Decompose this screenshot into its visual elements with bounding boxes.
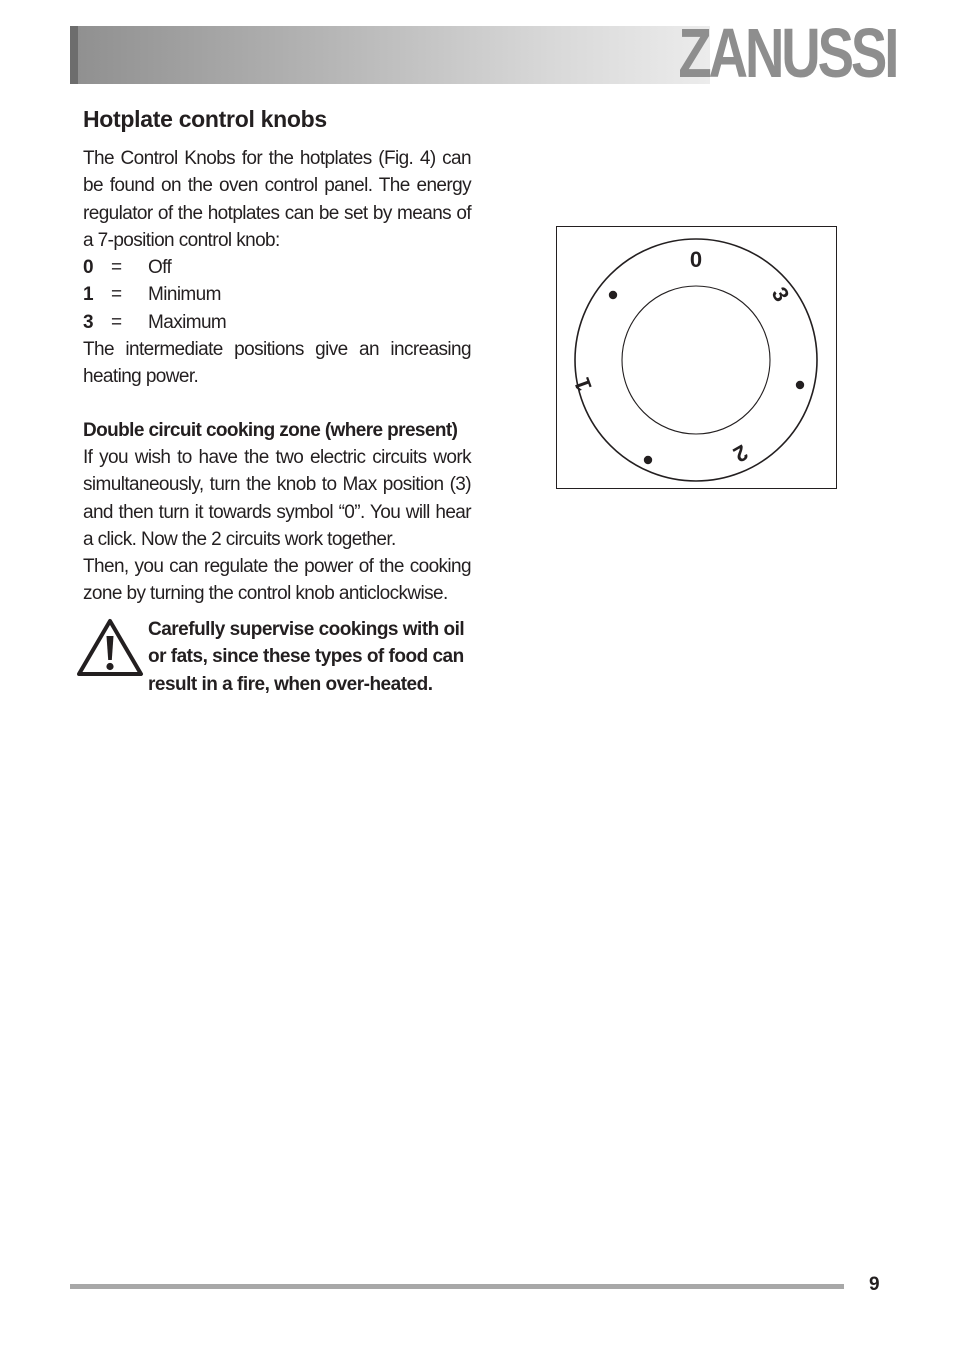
header-bar	[70, 26, 710, 84]
knob-inner-circle	[622, 286, 770, 434]
position-number: 0	[83, 257, 93, 279]
double-circuit-paragraph: If you wish to have the two electric circuits work simultaneously, turn the knob to Max position (3) and then turn it towards symbol “0”. You will hear a click. Now the 2 circuits work together.	[83, 446, 471, 550]
position-label: Maximum	[148, 311, 227, 333]
section-title: Hotplate control knobs	[83, 106, 327, 132]
warning-triangle-icon	[76, 618, 144, 678]
position-row	[83, 254, 471, 281]
equals-sign: =	[111, 257, 122, 279]
regulate-paragraph: Then, you can regulate the power of the cooking zone by turning the control knob anticlockwise.	[83, 556, 471, 605]
position-number: 1	[83, 284, 93, 306]
warning-box	[76, 616, 472, 702]
knob-label-0: 0	[689, 247, 703, 272]
main-content	[83, 103, 471, 608]
equals-sign: =	[111, 284, 122, 306]
position-label: Minimum	[148, 284, 221, 306]
header-stripe	[70, 26, 78, 84]
intermediate-paragraph: The intermediate positions give an increasing heating power.	[83, 339, 471, 388]
knob-label-2: 2	[729, 439, 753, 468]
equals-sign: =	[111, 311, 122, 333]
positions-list	[83, 254, 471, 336]
zanussi-logo: ZANUSSI	[678, 14, 896, 92]
warning-text: Carefully supervise cookings with oil or fats, since these types of food can result in a fire, when over-heated.	[148, 619, 465, 695]
position-row	[83, 309, 471, 336]
knob-outer-ring	[575, 239, 817, 481]
knob-position-dot	[609, 291, 617, 299]
position-row	[83, 281, 471, 308]
knob-label-1: 1	[569, 374, 597, 395]
page-number: 9	[869, 1274, 880, 1295]
knob-position-dot	[796, 381, 804, 389]
knob-label-3: 3	[766, 282, 795, 306]
double-circuit-title: Double circuit cooking zone (where present)	[83, 419, 458, 441]
knob-position-dot	[644, 456, 652, 464]
footer-rule	[70, 1284, 844, 1289]
position-number: 3	[83, 311, 93, 333]
intro-paragraph: The Control Knobs for the hotplates (Fig. 4) can be found on the oven control panel. The energy regulator of the hotplates can be set by means of a 7-position control knob:	[83, 148, 471, 251]
position-label: Off	[148, 257, 172, 279]
control-knob-figure	[556, 226, 837, 489]
